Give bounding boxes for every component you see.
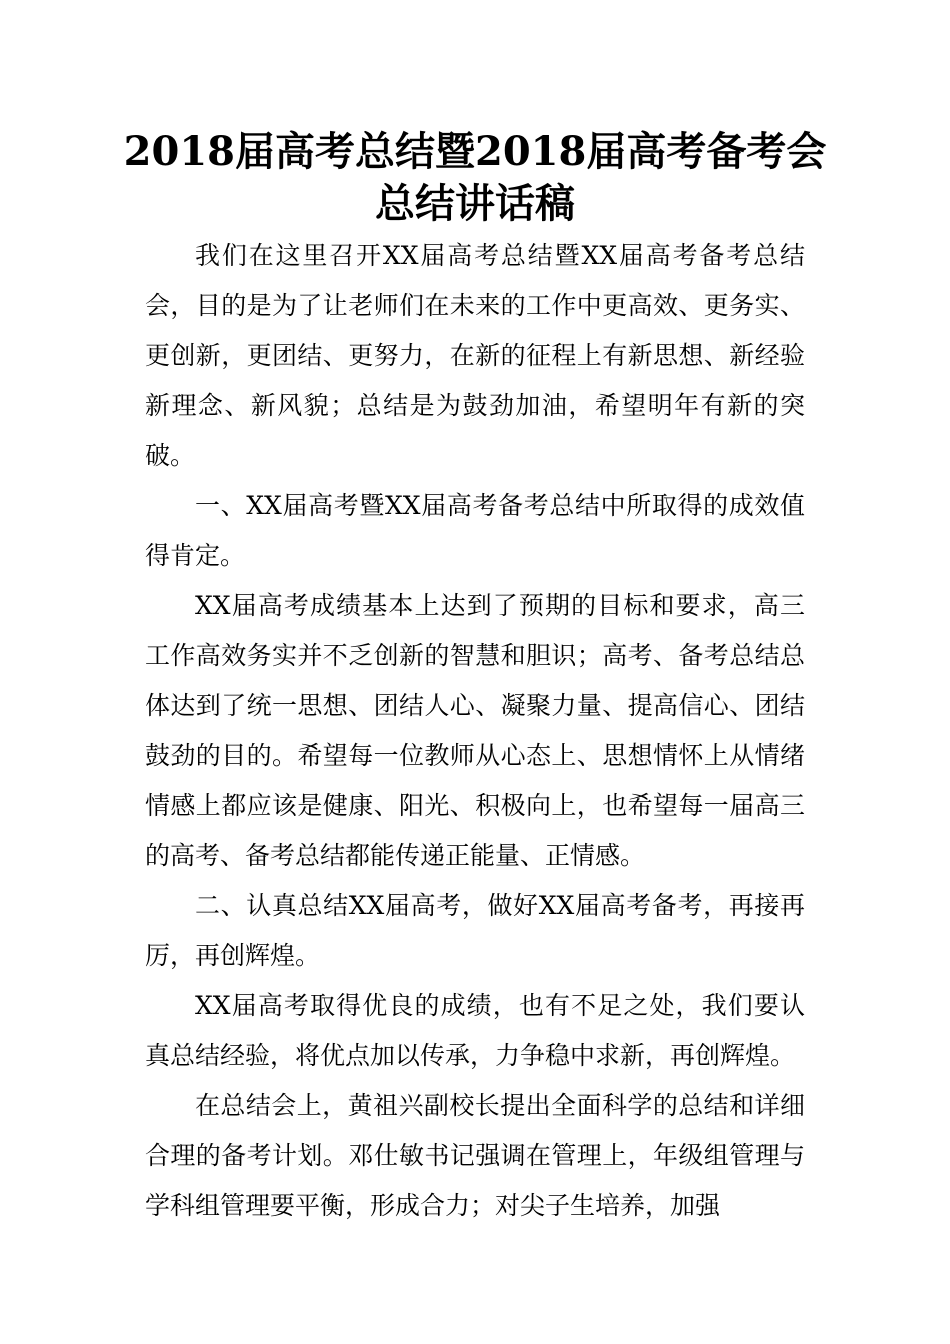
document-body: [145, 231, 805, 1231]
paragraph: 我们在这里召开XX届高考总结暨XX届高考备考总结会，目的是为了让老师们在未来的工作中更高效、更务实、更创新，更团结、更努力，在新的征程上有新思想、新经验新理念、新风貌；总结是为鼓劲加油，希望明年有新的突破。: [145, 241, 805, 470]
title-line-1: 2018届高考总结暨2018届高考备考会: [123, 128, 827, 175]
title-line-2: 总结讲话稿: [375, 180, 575, 227]
paragraph: 二、认真总结XX届高考，做好XX届高考备考，再接再厉，再创辉煌。: [145, 891, 805, 970]
paragraph: 一、XX届高考暨XX届高考备考总结中所取得的成效值得肯定。: [145, 491, 805, 570]
paragraph: XX届高考成绩基本上达到了预期的目标和要求，高三工作高效务实并不乏创新的智慧和胆识；高考、备考总结总体达到了统一思想、团结人心、凝聚力量、提高信心、团结鼓劲的目的。希望每一位教师从心态上、思想情怀上从情绪情感上都应该是健康、阳光、积极向上，也希望每一届高三的高考、备考总结都能传递正能量、正情感。: [145, 591, 805, 870]
paragraph: 在总结会上，黄祖兴副校长提出全面科学的总结和详细合理的备考计划。邓仕敏书记强调在管理上，年级组管理与学科组管理要平衡，形成合力；对尖子生培养，加强: [145, 1091, 805, 1220]
document-title: [100, 126, 850, 230]
paragraph: XX届高考取得优良的成绩，也有不足之处，我们要认真总结经验，将优点加以传承，力争稳中求新，再创辉煌。: [145, 991, 805, 1070]
